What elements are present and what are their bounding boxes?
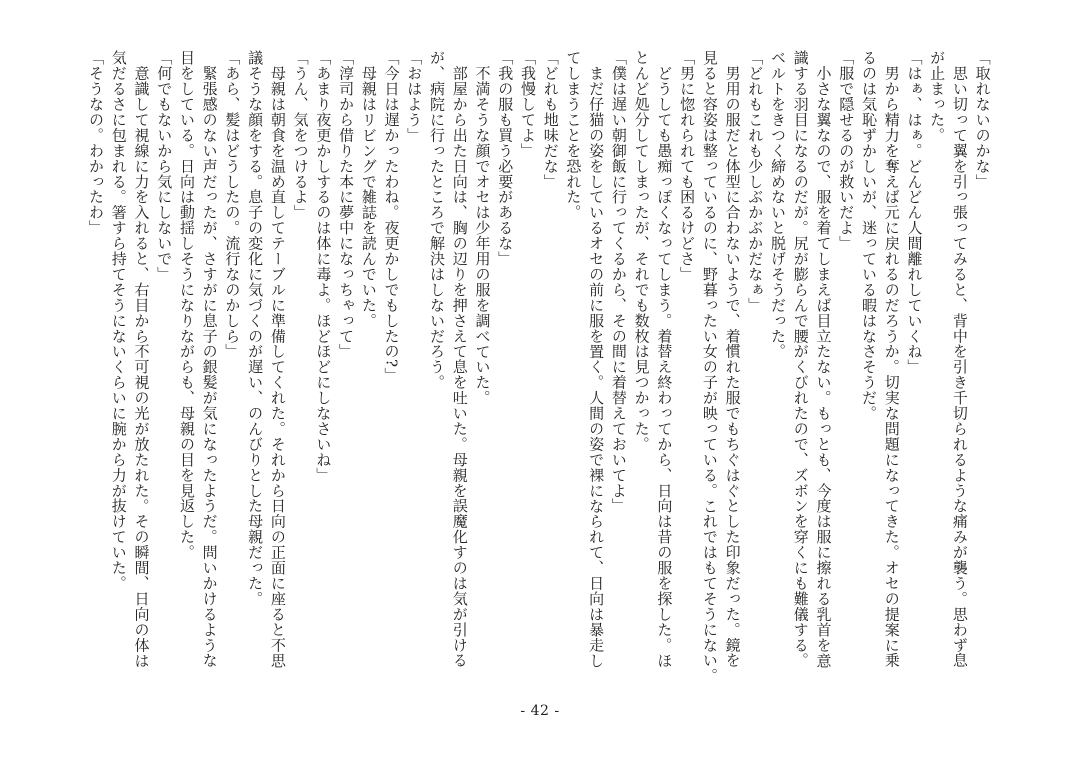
text-line: 目をしている。日向は動揺しそうになりながらも、母親の目を見返した。 — [177, 50, 196, 560]
vertical-text-body — [86, 50, 992, 698]
text-line: てしまうことを恐れた。 — [564, 50, 583, 220]
text-line: 「我の服も買う必要があるな」 — [496, 50, 515, 267]
text-line: 「取れないのかな」 — [973, 50, 992, 190]
text-line: 母親はリビングで雑誌を読んでいた。 — [359, 50, 378, 329]
text-line: が、病院に行ったところで解決はしないだろう。 — [428, 50, 447, 390]
text-line: 「どれも地味だな」 — [541, 50, 560, 190]
text-line: どうしても愚痴っぽくなってしまう。着替え終わってから、日向は昔の服を探した。ほ — [655, 50, 674, 668]
text-line: 母親は朝食を温め直してテーブルに準備してくれた。それから日向の正面に座ると不思 — [268, 50, 287, 668]
text-line: 思い切って翼を引っ張ってみると、背中を引き千切られるような痛みが襲う。思わず息 — [950, 50, 969, 668]
text-line: 「僕は遅い朝御飯に行ってくるから、その間に着替えておいてよ」 — [609, 50, 628, 514]
text-line: 「何でもないから気にしないで」 — [155, 50, 174, 282]
text-line: 意識して視線に力を入れると、右目から不可視の光が放たれた。その瞬間、日向の体は — [132, 50, 151, 668]
text-line: るのは気恥ずかしいが、迷っている暇はなさそうだ。 — [859, 50, 878, 421]
text-line: とんど処分してしまったが、それでも数枚は見つかった。 — [632, 50, 651, 452]
text-line: ベルトをきつく締めないと脱げそうだった。 — [769, 50, 788, 359]
text-line: 気だるさに包まれる。箸すら持てそうにないくらいに腕から力が抜けていた。 — [109, 50, 128, 591]
text-line: 男から精力を奪えば元に戻れるのだろうか。切実な問題になってきた。オセの提案に乗 — [882, 50, 901, 668]
text-line: 「あら、髪はどうしたの。流行なのかしら」 — [223, 50, 242, 359]
text-line: 部屋から出た日向は、胸の辺りを押さえて息を吐いた。母親を誤魔化すのは気が引ける — [450, 50, 469, 668]
text-line: 「そうなの。わかったわ」 — [87, 50, 105, 236]
text-line: 「我慢してよ」 — [518, 50, 537, 159]
text-line: 「服で隠せるのが救いだよ」 — [837, 50, 856, 251]
text-line: 「男に惚れられても困るけどさ」 — [678, 50, 697, 282]
text-line: 識する羽目になるのだが。尻が膨らんで腰がくびれたので、ズボンを穿くにも難儀する。 — [791, 50, 810, 668]
text-line: 「今日は遅かったわね。夜更かしでもしたの?」 — [382, 50, 401, 383]
text-line: 「あまり夜更かしするのは体に毒よ。ほどほどにしなさいね」 — [314, 50, 333, 483]
text-line: 「おはよう」 — [405, 50, 424, 143]
text-line: 「はぁ、はぁ。どんどん人間離れしていくね」 — [905, 50, 924, 375]
text-line: 「うん、気をつけるよ」 — [291, 50, 310, 220]
text-line: 男用の服だと体型に合わないようで、着慣れた服でもちぐはぐとした印象だった。鏡を — [723, 50, 742, 668]
text-line: 見ると容姿は整っているのに、野暮ったい女の子が映っている。これではもてそうにない。 — [700, 50, 719, 684]
text-line: 「どれもこれも少しぶかぶかだなぁ」 — [746, 50, 765, 313]
text-line: が止まった。 — [928, 50, 947, 143]
text-line: 不満そうな顔でオセは少年用の服を調べていた。 — [473, 50, 492, 406]
text-line: 議そうな顔をする。息子の変化に気づくのが遅い、のんびりとした母親だった。 — [246, 50, 265, 607]
text-line: 「淳司から借りた本に夢中になっちゃって」 — [337, 50, 356, 359]
text-line: まだ仔猫の姿をしているオセの前に服を置く。人間の姿で裸になられて、日向は暴走し — [587, 50, 606, 669]
text-line: 緊張感のない声だったが、さすがに息子の銀髪が気になったようだ。問いかけるような — [200, 50, 219, 668]
text-line: 小さな翼なので、服を着てしまえば目立たない。もっとも、今度は服に擦れる乳首を意 — [814, 50, 833, 668]
page-number: - 42 - — [520, 703, 560, 719]
